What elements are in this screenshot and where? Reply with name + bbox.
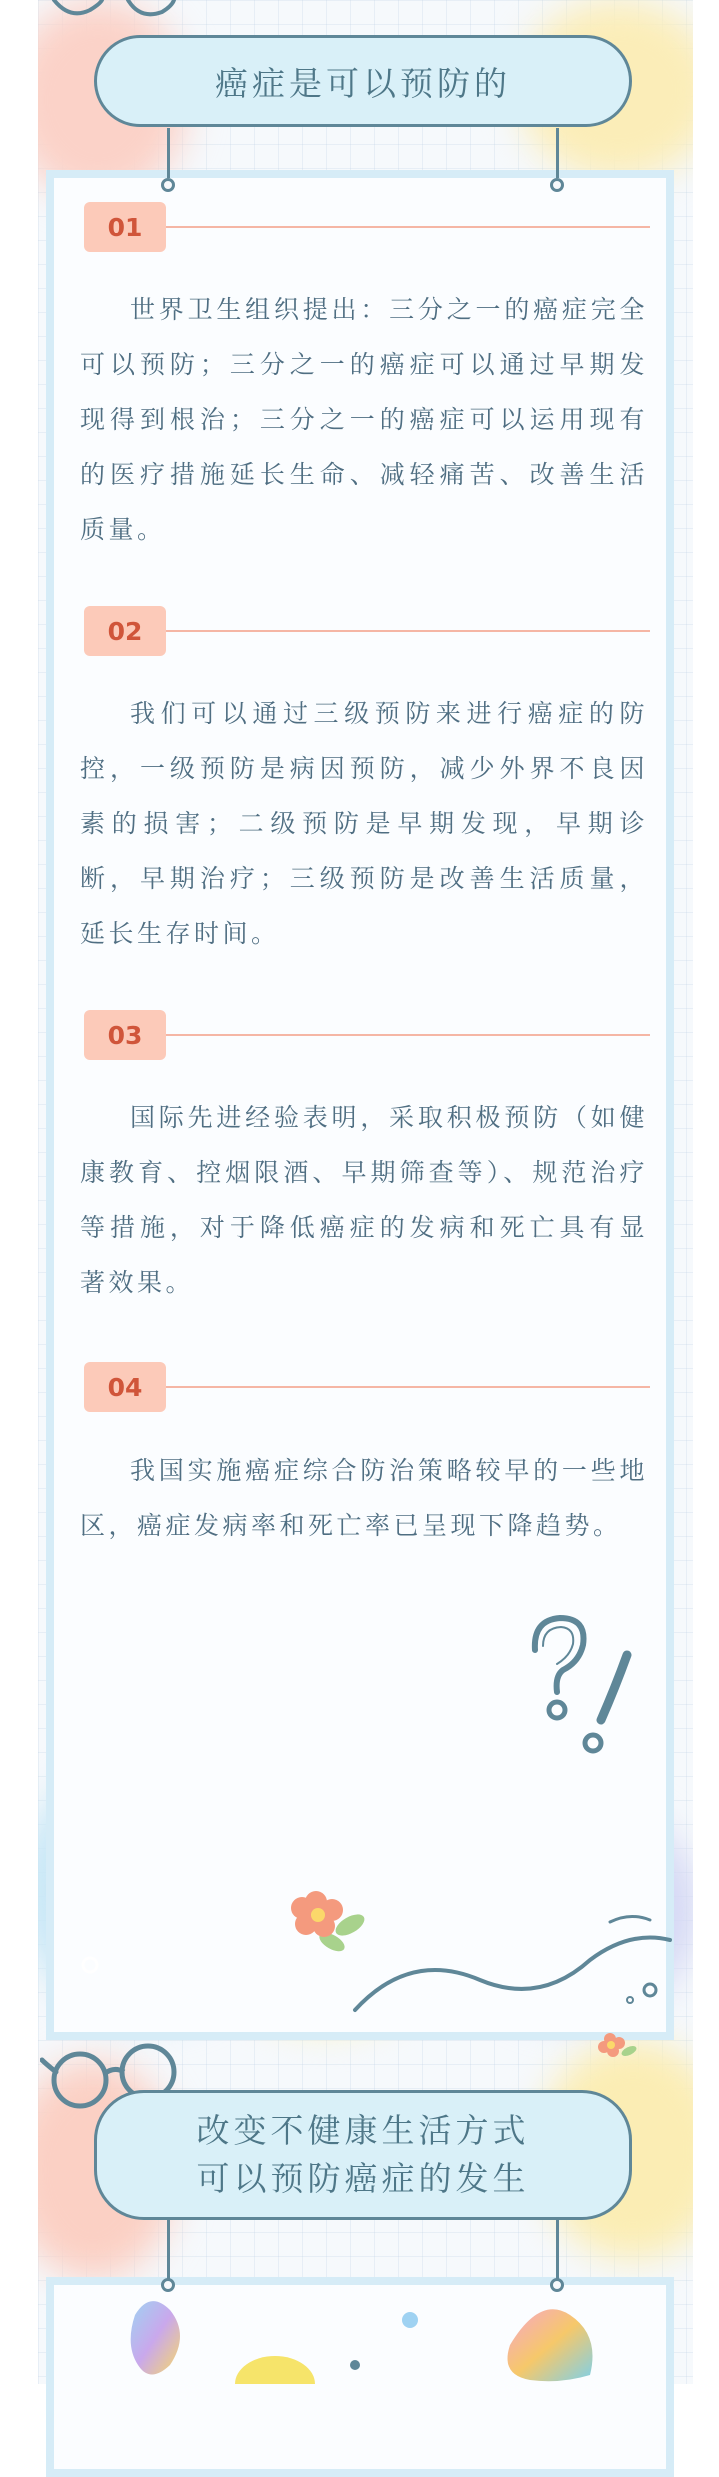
item-number-tag: 01 — [84, 202, 166, 252]
item-number-tag: 04 — [84, 1362, 166, 1412]
item-divider — [166, 1034, 650, 1036]
item-paragraph: 我国实施癌症综合防治策略较早的一些地区，癌症发病率和死亡率已呈现下降趋势。 — [80, 1456, 648, 1540]
section-title-banner — [94, 2090, 632, 2220]
item-divider — [166, 226, 650, 228]
item-number-tag: 03 — [84, 1010, 166, 1060]
section-title-banner — [94, 35, 632, 127]
item-paragraph: 世界卫生组织提出：三分之一的癌症完全可以预防；三分之一的癌症可以通过早期发现得到根治；三分之一的癌症可以运用现有的医疗措施延长生命、减轻痛苦、改善生活质量。 — [80, 295, 648, 544]
glasses-icon — [40, 0, 200, 22]
item-paragraph: 国际先进经验表明，采取积极预防（如健康教育、控烟限酒、早期筛查等）、规范治疗等措施，对于降低癌症的发病和死亡具有显著效果。 — [80, 1103, 648, 1297]
section-title-line: 可以预防癌症的发生 — [196, 2159, 530, 2198]
bubble-icon — [75, 1950, 105, 1980]
banner-connector — [556, 2210, 559, 2280]
banner-connector — [167, 2210, 170, 2280]
section-title-line: 改变不健康生活方式 — [196, 2111, 530, 2150]
item-paragraph: 我们可以通过三级预防来进行癌症的防控，一级预防是病因预防，减少外界不良因素的损害；二级预防是早期发现，早期诊断，早期治疗；三级预防是改善生活质量，延长生存时间。 — [80, 699, 648, 948]
section-title: 癌症是可以预防的 — [215, 63, 511, 103]
banner-connector — [556, 128, 559, 178]
wave-icon — [350, 1900, 680, 2020]
connector-knob — [550, 2278, 564, 2292]
bottom-illustration — [130, 2295, 610, 2384]
item-number-tag: 02 — [84, 606, 166, 656]
item-divider — [166, 1386, 650, 1388]
flower-icon — [595, 2025, 645, 2065]
question-exclamation-icon — [515, 1610, 645, 1760]
connector-knob — [161, 2278, 175, 2292]
item-divider — [166, 630, 650, 632]
banner-connector — [167, 128, 170, 178]
connector-knob — [161, 178, 175, 192]
connector-knob — [550, 178, 564, 192]
